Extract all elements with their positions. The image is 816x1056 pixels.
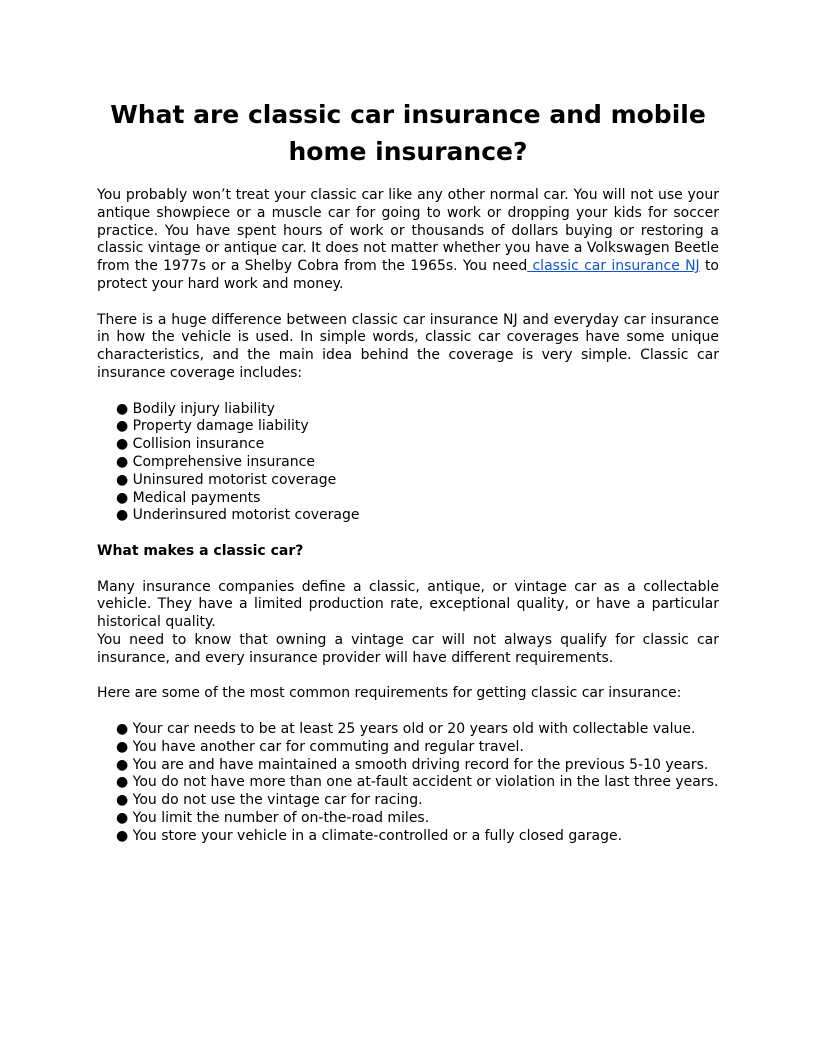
page-title: What are classic car insurance and mobile home insurance? <box>110 100 706 166</box>
list-item: ● You have another car for commuting and regular travel. <box>116 738 524 755</box>
list-item: ● Comprehensive insurance <box>116 453 315 470</box>
list-item: ● You limit the number of on-the-road miles. <box>116 809 430 826</box>
document-page <box>97 96 719 845</box>
section-heading: What makes a classic car? <box>97 542 304 559</box>
classic-car-insurance-link[interactable]: classic car insurance NJ <box>527 258 700 275</box>
requirements-list <box>97 721 719 846</box>
list-item: ● Property damage liability <box>116 418 309 435</box>
requirements-intro: Here are some of the most common requirements for getting classic car insurance: <box>97 685 682 702</box>
list-item: ● You are and have maintained a smooth driving record for the previous 5-10 years. <box>116 756 709 773</box>
coverage-list <box>97 401 719 526</box>
list-item: ● You store your vehicle in a climate-controlled or a fully closed garage. <box>116 827 623 844</box>
classic-qualification-paragraph: You need to know that owning a vintage car will not always qualify for classic car insurance, and every insurance provider will have different requirements. <box>97 631 719 666</box>
classic-definition-paragraph: Many insurance companies define a classic, antique, or vintage car as a collectable vehicle. They have a limited production rate, exceptional quality, or have a particular historical quality. <box>97 578 719 631</box>
list-item: ● You do not use the vintage car for racing. <box>116 792 423 809</box>
difference-paragraph: There is a huge difference between classic car insurance NJ and everyday car insurance in how the vehicle is used. In simple words, classic car coverages have some unique characteristics, and the main idea behind the coverage is very simple. Classic car insurance coverage includes: <box>97 311 719 381</box>
list-item: ● Underinsured motorist coverage <box>116 507 360 524</box>
list-item: ● Bodily injury liability <box>116 400 275 417</box>
intro-text: You probably won’t treat your classic car like any other normal car. You will not use your antique showpiece or a muscle car for going to work or dropping your kids for soccer practice. You have spent hours of work or thousands of dollars buying or restoring a classic vintage or antique car. It does not matter whether you have a Volkswagen Beetle from the 1977s or a Shelby Cobra from the 1965s. You need <box>97 187 719 275</box>
list-item: ● You do not have more than one at-fault accident or violation in the last three years. <box>116 774 719 791</box>
intro-text-end: to protect your hard work and money. <box>97 258 719 292</box>
list-item: ● Uninsured motorist coverage <box>116 471 337 488</box>
list-item: ● Your car needs to be at least 25 years old or 20 years old with collectable value. <box>116 720 696 737</box>
intro-paragraph <box>97 187 719 294</box>
list-item: ● Medical payments <box>116 489 261 506</box>
list-item: ● Collision insurance <box>116 436 265 453</box>
